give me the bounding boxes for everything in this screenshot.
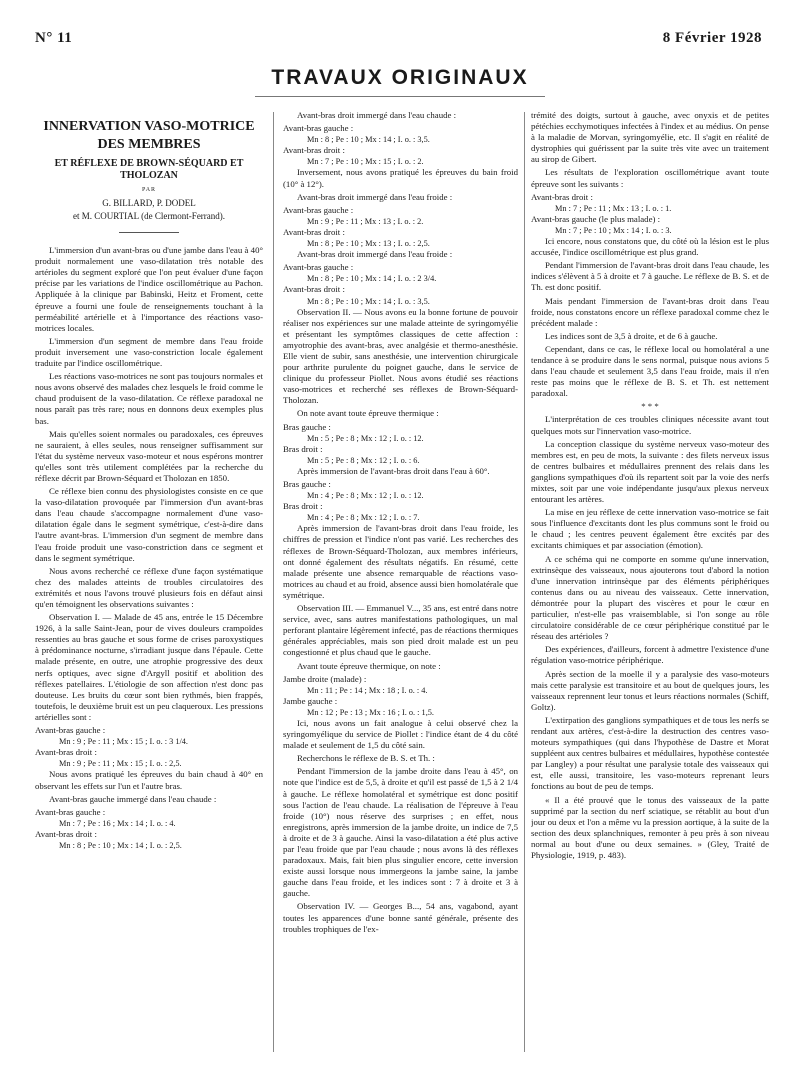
paragraph: Mais pendant l'immersion de l'avant-bras droit dans l'eau froide, nous constatons encore un réflexe paradoxal comme chez le précédent malade : <box>531 295 769 328</box>
paragraph: L'immersion d'un avant-bras ou d'une jambe dans l'eau à 40° produit normalement une vaso-dilatation très notable des artérioles du segment exploré que l'on peut évaluer d'une façon précise par les variations de l'indice oscillométrique au Pachon. Appliquée à la clinique par Babinski, Heitz et Froment, cette épreuve a fourni une foule de renseignements touchant à la perméabilité artérielle et à l'importance des réactions vaso-motrices locales. <box>35 245 263 333</box>
measurement-values: Mn : 7 ; Pe : 11 ; Mx : 13 ; I. o. : 1. <box>555 203 672 213</box>
paragraph: Avant-bras droit immergé dans l'eau chaude : <box>297 110 457 120</box>
measurement-values: Mn : 5 ; Pe : 8 ; Mx : 12 ; I. o. : 12. <box>307 433 424 443</box>
measurement-heading: Avant-bras gauche : <box>283 123 354 134</box>
paragraph: trémité des doigts, surtout à gauche, avec onyxis et de petites pétéchies ecchymotiques infectées à l'index et au médius. On pense à la maladie de Morvan, syringomyélie, etc. Il s'agit en réalité de dystrophies qui guérissent par la suite très vite avec un traitement au sirop de Gibert. <box>531 110 769 165</box>
measurement-values: Mn : 11 ; Pe : 14 ; Mx : 18 ; I. o. : 4. <box>307 685 428 695</box>
paragraph: A ce schéma qui ne comporte en somme qu'une innervation, extrinsèque des vaisseaux, nous ajouterons tout d'abord la notion d'une innervation intrinsèque par des éléments périphériques contenus dans ou au niveau des vaisseaux. Cette innervation, démontrée pour la plupart des viscères et pour le cœur en particulier, n'est-elle pas vraisemblable, si l'on songe au rôle circulatoire considérable de ce cœur périphérique constitué par le réseau des artérioles ? <box>531 553 769 642</box>
measurement-heading: Jambe droite (malade) : <box>283 673 367 684</box>
measurement-heading: Avant-bras gauche (le plus malade) : <box>531 213 661 224</box>
measurement-values: Mn : 8 ; Pe : 10 ; Mx : 14 ; I. o. : 2,5. <box>59 840 182 850</box>
paragraph: Pendant l'immersion de la jambe droite dans l'eau à 45°, on note que l'indice est de 5,5, à droite et qu'il est passé de 1,5 à 2 1/4 à gauche. Le réflexe homolatéral et symétrique est donc positif sous l'action de l'eau chaude. La réalisation de l'épreuve à l'eau froide (10°) nous réserve des surprises ; en effet, nous enregistrons, après immersion de la jambe droite, un indice de 7,5 à droite et de 3 à gauche. Ainsi la vaso-dilatation a été plus active par l'eau froide que par l'eau chaude ; nous avons là des réflexes paradoxaux. Mais, fait bien plus singulier encore, cette inversion existe aussi lorsque nous immergeons la jambe saine, la jambe gauche dans l'eau froide, et les indices sont : 7 à droite et 3 à gauche. <box>283 766 518 899</box>
observation-4: Observation IV. — Georges B..., 54 ans, vagabond, ayant toutes les apparences d'une bonne santé générale, présente des troubles trophiques de l'ex- <box>283 901 518 934</box>
paragraph: La mise en jeu réflexe de cette innervation vaso-motrice se fait sous l'influence d'excitants dont les plus communs sont le froid ou le chaud ; les centres peuvent également être excités par des excitants chimiques et par association (émotion). <box>531 507 769 551</box>
measurement-values: Mn : 7 ; Pe : 16 ; Mx : 14 ; I. o. : 4. <box>59 818 176 828</box>
measurement-values: Mn : 9 ; Pe : 11 ; Mx : 13 ; I. o. : 2. <box>307 216 424 226</box>
author-rule <box>119 232 179 233</box>
column-1 <box>35 110 263 1065</box>
paragraph: Les indices sont de 3,5 à droite, et de 6 à gauche. <box>545 330 718 341</box>
authors-line-2: et M. COURTIAL (de Clermont-Ferrand). <box>72 211 226 222</box>
paragraph: L'interprétation de ces troubles cliniques nécessite avant tout quelques mots sur l'innervation vaso-motrice. <box>531 414 769 436</box>
paragraph: Recherchons le réflexe de B. S. et Th. : <box>297 753 435 764</box>
paragraph: L'extirpation des ganglions sympathiques et de tous les nerfs se rendant aux artères, c'est-à-dire la destruction des centres vaso-moteurs sympathiques (qui dans l'hypothèse de Dastre et Morat suppléent aux centres bulbaires et médullaires, hypothèse contestée par Langley) a pour résultat une paralysie totale des vaisseaux qui est, elle aussi, transitoire, les vaso-moteurs reprenant leurs fonctions au bout de peu de temps. <box>531 714 769 792</box>
column-divider-2 <box>524 112 525 1052</box>
measurement-heading: Avant-bras droit : <box>283 226 345 237</box>
measurement-values: Mn : 8 ; Pe : 10 ; Mx : 14 ; I. o. : 2 3/4. <box>307 274 437 284</box>
measurement-heading: Avant-bras droit : <box>35 747 97 758</box>
measurement-values: Mn : 7 ; Pe : 10 ; Mx : 15 ; I. o. : 2. <box>307 157 424 167</box>
measurement-heading: Avant-bras droit : <box>283 145 345 156</box>
article-subtitle: ET RÉFLEXE DE BROWN-SÉQUARD ET THOLOZAN <box>54 158 244 181</box>
par-label: PAR <box>141 187 157 193</box>
observation-1: Observation I. — Malade de 45 ans, entrée le 15 Décembre 1926, à la salle Saint-Jean, pour de vives douleurs crampoïdes ressenties au bras gauche et sous forme de crises paroxystiques à prédominance nocturne, s'irradiant jusque dans l'épaule. Cette malade présente, en outre, une atrophie progressive des deux nerfs optiques, avec signe d'Argyll positif et abolition des réflexes patellaires. L'étiologie de son affection n'est donc pas douteuse. Les bruits du cœur sont bien rythmés, bien frappés, toutefois, le deuxième bruit est un peu claqueroux. Les pressions artérielles sont : <box>35 612 263 722</box>
issue-number: N° 11 <box>35 30 73 46</box>
paragraph: Inversement, nous avons pratiqué les épreuves du bain froid (10° à 12°). <box>283 167 518 189</box>
column-divider-1 <box>273 112 274 1052</box>
paragraph: Des expériences, d'ailleurs, forcent à admettre l'existence d'une régulation vaso-motrice périphérique. <box>531 644 769 666</box>
paragraph: Nous avons recherché ce réflexe d'une façon systématique chez des malades atteints de troubles circulatoires des extrémités et nous l'avons trouvé plusieurs fois en défaut ainsi qu'en témoignent les observations suivantes : <box>35 565 263 609</box>
article-title: INNERVATION VASO-MOTRICE DES MEMBRES <box>43 119 255 152</box>
measurement-heading: Avant-bras gauche : <box>35 806 106 817</box>
measurement-values: Mn : 8 ; Pe : 10 ; Mx : 13 ; I. o. : 2,5. <box>307 239 430 249</box>
paragraph: Ce réflexe bien connu des physiologistes consiste en ce que la vaso-dilatation provoquée par l'immersion d'un avant-bras dans l'eau chaude s'accompagne normalement d'une vaso-dilatation égale dans le segment symétrique, c'est-à-dire dans l'autre avant-bras. L'immersion d'un segment de membre dans l'eau froide produit une vaso-constriction dans ce segment et dans le segment symétrique. <box>35 486 263 563</box>
measurement-heading: Bras gauche : <box>283 479 331 489</box>
paragraph: La conception classique du système nerveux vaso-moteur des membres est, en peu de mots, la suivante : des filets nerveux issus de centres bulbaires et médullaires prennent des relais dans les ganglions sympathiques d'où ils repartent soit par la voie des nerfs mixtes, soit par une voie indépendante jusqu'aux plexus nerveux entourant les artères. <box>531 438 769 505</box>
measurement-values: Mn : 9 ; Pe : 11 ; Mx : 15 ; I. o. : 3 1/4. <box>59 737 188 747</box>
section-title: TRAVAUX ORIGINAUX <box>271 66 529 89</box>
measurement-values: Mn : 9 ; Pe : 11 ; Mx : 15 ; I. o. : 2,5. <box>59 759 182 769</box>
paragraph: Cependant, dans ce cas, le réflexe local ou homolatéral a une tendance à se produire dans le sens normal, puisque nous avions 5 dans l'eau chaude et seulement 3,5 dans l'eau froide, mais il n'en reste pas moins que le réflexe de B. S. et Th. est nettement paradoxal. <box>531 343 769 399</box>
quotation: « Il a été prouvé que le tonus des vaisseaux de la patte supprimé par la section du nerf sciatique, se rétablit au bout d'un jour ou deux et l'on a même vu la pression aortique, à la suite de la section des deux splanchniques, remonter à peu près à son niveau normal au bout d'une ou deux semaines. » (Gley, Traité de Physiologie, 1919, p. 483). <box>531 794 769 860</box>
paragraph: On note avant toute épreuve thermique : <box>297 408 439 419</box>
measurement-heading: Avant-bras droit : <box>531 191 593 202</box>
measurement-values: Mn : 5 ; Pe : 8 ; Mx : 12 ; I. o. : 6. <box>307 455 420 465</box>
authors-line-1: G. BILLARD, P. DODEL <box>102 198 196 209</box>
observation-2: Observation II. — Nous avons eu la bonne fortune de pouvoir réaliser nos expériences sur une malade atteinte de syringomyélie et présentant les symptômes classiques de cette affection : amyotrophie des avant-bras, avec analgésie et thermo-anesthésie. Elle vient de subir, sans anesthésie, une intervention chirurgicale pour arthrite purulente du poignet gauche, dans le service de clinique du professeur Piollet. Nous avons étudié ses réactions vaso-motrices et recherché ses réflexes de Brown-Séquard-Tholozan. <box>283 306 518 406</box>
measurement-values: Mn : 8 ; Pe : 10 ; Mx : 14 ; I. o. : 3,5. <box>307 296 430 306</box>
paragraph: Ici encore, nous constatons que, du côté où la lésion est le plus accusée, l'indice oscillométrique est plus grand. <box>531 236 769 258</box>
column-3 <box>531 110 769 1075</box>
issue-date: 8 Février 1928 <box>662 30 762 46</box>
measurement-heading: Avant-bras gauche : <box>283 204 354 215</box>
measurement-values: Mn : 4 ; Pe : 8 ; Mx : 12 ; I. o. : 12. <box>307 491 424 501</box>
paragraph: Pendant l'immersion de l'avant-bras droit dans l'eau chaude, les indices s'élèvent à 5 à droite et 7 à gauche. Le réflexe de B. S. et de Th. est donc positif. <box>531 260 769 293</box>
measurement-values: Mn : 8 ; Pe : 10 ; Mx : 14 ; I. o. : 3,5. <box>307 135 430 145</box>
measurement-heading: Jambe gauche : <box>283 695 338 706</box>
measurement-heading: Avant-bras gauche : <box>35 725 106 736</box>
paragraph: Après immersion de l'avant-bras droit dans l'eau froide, les chiffres de pression et l'indice n'ont pas varié. Les recherches des réflexes de Brown-Séquard-Tholozan, aux membres inférieurs, ont donné également des résultats négatifs. En résumé, cette malade présente une absence remarquable de réactions vaso-motrices au chaud et au froid, absence aussi bien homolatérale que symétrique. <box>283 523 518 600</box>
paragraph: Avant-bras droit immergé dans l'eau froide : <box>297 191 453 202</box>
measurement-heading: Bras droit : <box>283 501 323 512</box>
measurement-heading: Avant-bras gauche : <box>283 262 354 273</box>
title-rule <box>255 96 545 97</box>
section-separator: * * * <box>641 401 659 412</box>
paragraph: Avant toute épreuve thermique, on note : <box>297 660 441 671</box>
measurement-values: Mn : 12 ; Pe : 13 ; Mx : 16 ; I. o. : 1,5. <box>307 707 434 717</box>
paragraph: Avant-bras gauche immergé dans l'eau chaude : <box>49 793 217 804</box>
observation-3: Observation III. — Emmanuel V..., 35 ans, est entré dans notre service, avec, sans autres manifestations pathologiques, un mal perforant plantaire légèrement infecté, pas de réactions thermiques générales appréciables, mais son pied droit malade est un peu congestionné et plus chaud que le gauche. <box>283 603 518 658</box>
paragraph: Après immersion de l'avant-bras droit dans l'eau à 60°. <box>297 465 490 476</box>
paragraph: Avant-bras droit immergé dans l'eau froide : <box>297 249 453 260</box>
measurement-values: Mn : 4 ; Pe : 8 ; Mx : 12 ; I. o. : 7. <box>307 513 420 523</box>
paragraph: Mais qu'elles soient normales ou paradoxales, ces épreuves ne sauraient, à elles seules, nous renseigner suffisamment sur l'état du système nerveux vaso-moteur et nous espérons montrer qu'elles sont très utilement complétées par la recherche du réflexe décrit par Brown-Séquard et Tholozan en 1850. <box>35 428 263 483</box>
paragraph: Les réactions vaso-motrices ne sont pas toujours normales et nous avons observé des malades chez lesquels le froid comme le chaud produisent de la vaso-dilatation. Ce réflexe paradoxal ne nous paraît pas très rare; nous en donnons deux exemples plus bas. <box>35 371 263 426</box>
measurement-heading: Bras droit : <box>283 443 323 454</box>
paragraph: Les résultats de l'exploration oscillométrique avant toute épreuve sont les suivants : <box>531 167 769 189</box>
paragraph: Nous avons pratiqué les épreuves du bain chaud à 40° en observant les effets sur l'un et l'autre bras. <box>35 769 263 791</box>
measurement-heading: Avant-bras droit : <box>283 284 345 295</box>
paragraph: Après section de la moelle il y a paralysie des vaso-moteurs mais cette paralysie est transitoire et au bout de quelques jours, les vaisseaux reprennent leur tonus et leurs réactions normales (Schiff, Goltz). <box>531 668 769 712</box>
paragraph: L'immersion d'un segment de membre dans l'eau froide produit inversement une vaso-constriction locale également traduite par l'indice oscillométrique. <box>35 335 263 369</box>
column-2 <box>283 110 518 1075</box>
paragraph: Ici, nous avons un fait analogue à celui observé chez la syringomyélique du service de Piollet : l'indice étant de 4 du côté malade et seulement de 1,5 du côté sain. <box>283 717 518 751</box>
measurement-heading: Bras gauche : <box>283 421 331 432</box>
measurement-heading: Avant-bras droit : <box>35 828 97 839</box>
measurement-values: Mn : 7 ; Pe : 10 ; Mx : 14 ; I. o. : 3. <box>555 225 672 235</box>
